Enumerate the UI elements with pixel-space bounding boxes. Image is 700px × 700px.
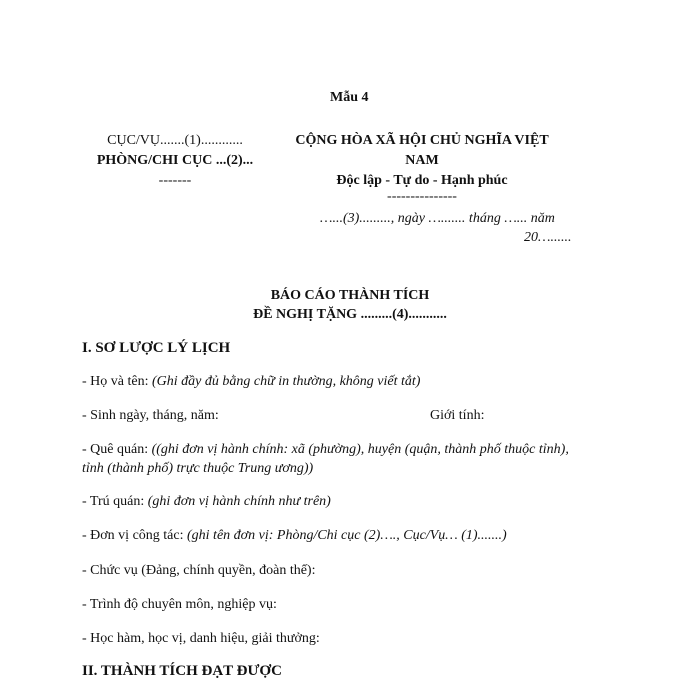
date-line-part1: …...(3)........., ngày …....... tháng …... năm <box>320 211 555 226</box>
field-full-name <box>82 374 420 390</box>
field-workplace <box>82 528 507 544</box>
national-title-line1: CỘNG HÒA XÃ HỘI CHỦ NGHĨA VIỆT <box>295 133 549 148</box>
field-academic-degree: - Học hàm, học vị, danh hiệu, giải thưởng: <box>82 631 320 646</box>
field-hometown-hint-cont: tỉnh (thành phố) trực thuộc Trung ương)) <box>82 461 314 476</box>
field-hometown-hint: ((ghi đơn vị hành chính: xã (phường), huyện (quận, thành phố thuộc tỉnh), <box>151 442 569 457</box>
field-gender: Giới tính: <box>430 408 485 423</box>
report-title-line2: ĐỀ NGHỊ TẶNG .........(4)........... <box>253 307 447 322</box>
left-header-divider: ------- <box>158 173 192 188</box>
field-hometown <box>82 442 569 458</box>
field-qualification: - Trình độ chuyên môn, nghiệp vụ: <box>82 597 277 612</box>
field-position: - Chức vụ (Đảng, chính quyền, đoàn thể): <box>82 563 316 578</box>
field-hometown-label: - Quê quán: <box>82 442 152 457</box>
right-header <box>272 131 572 203</box>
field-residence <box>82 494 331 510</box>
left-header <box>72 131 278 191</box>
report-title <box>200 286 500 324</box>
field-residence-label: - Trú quán: <box>82 494 148 509</box>
form-number: Mẫu 4 <box>330 90 369 105</box>
field-workplace-hint: (ghi tên đơn vị: Phòng/Chi cục (2)…., Cục/Vụ… (1).......) <box>187 528 507 543</box>
field-workplace-label: - Đơn vị công tác: <box>82 528 187 543</box>
field-full-name-label: - Họ và tên: <box>82 374 152 389</box>
field-full-name-hint: (Ghi đầy đủ bằng chữ in thường, không viết tắt) <box>151 374 421 389</box>
right-header-divider: --------------- <box>387 189 457 204</box>
section2-heading: II. THÀNH TÍCH ĐẠT ĐƯỢC <box>82 663 282 679</box>
left-header-agency: CỤC/VỤ.......(1)............ <box>107 133 243 148</box>
national-motto: Độc lập - Tự do - Hạnh phúc <box>336 173 508 188</box>
section1-heading: I. SƠ LƯỢC LÝ LỊCH <box>82 340 231 356</box>
field-date-of-birth: - Sinh ngày, tháng, năm: <box>82 408 219 423</box>
date-line-part2: 20…...... <box>524 230 572 245</box>
national-title-line2: NAM <box>405 153 439 168</box>
report-title-line1: BÁO CÁO THÀNH TÍCH <box>270 288 430 303</box>
field-residence-hint: (ghi đơn vị hành chính như trên) <box>147 494 331 509</box>
left-header-department: PHÒNG/CHI CỤC ...(2)... <box>96 153 254 168</box>
